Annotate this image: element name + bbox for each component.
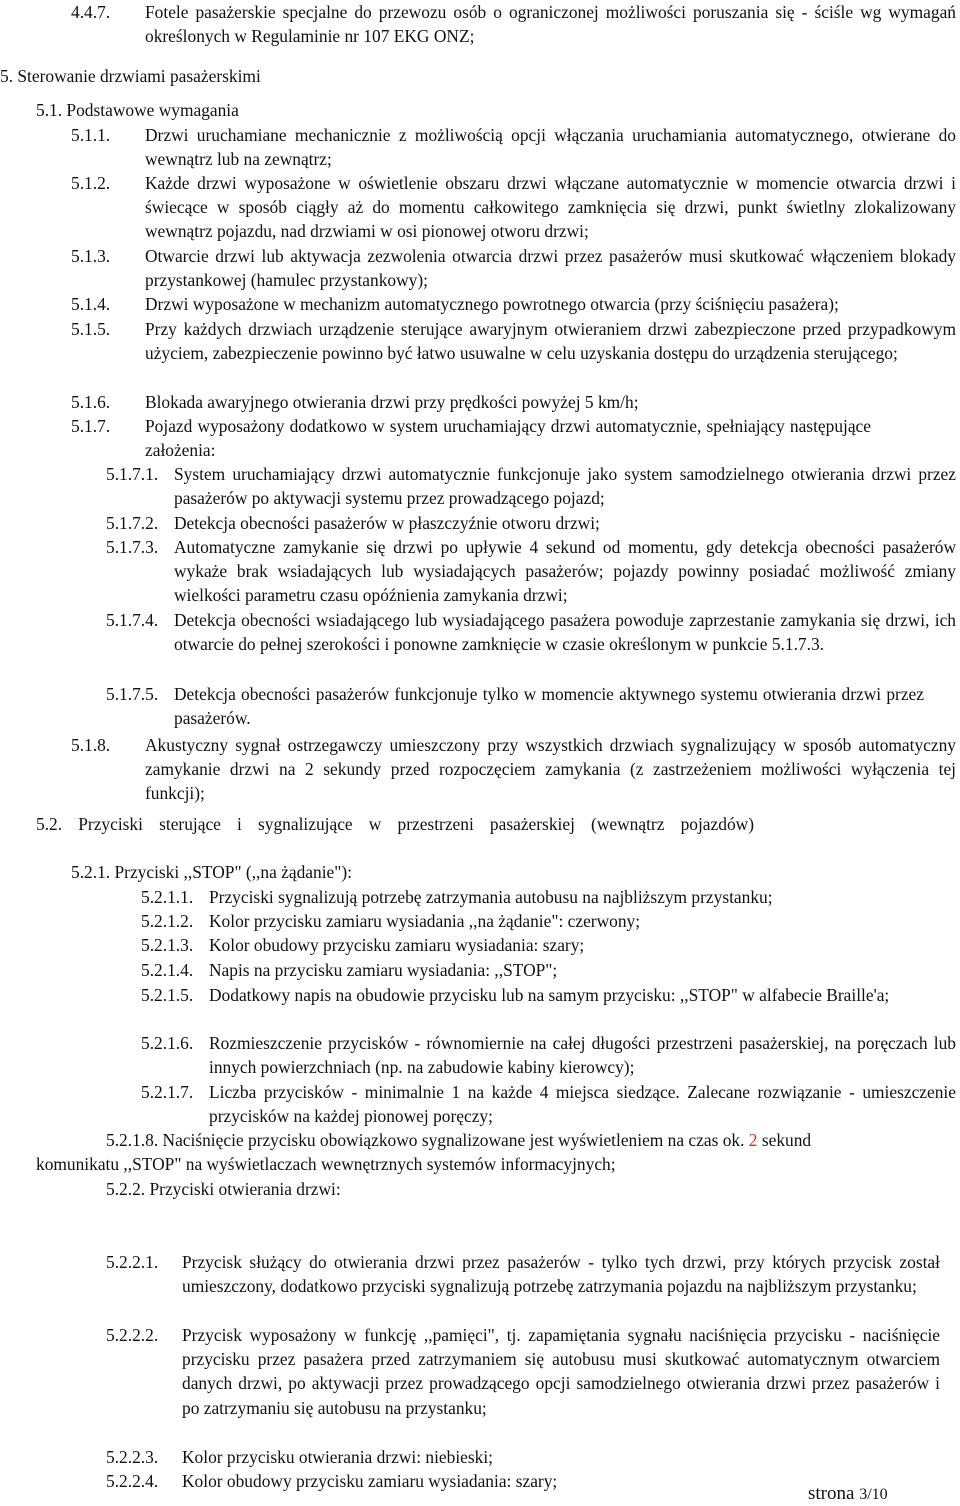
item-number: 5.1.7.5. (106, 684, 159, 704)
item-5-1-7-5 (106, 682, 924, 730)
item-number: 5.2.1.2. (141, 911, 194, 931)
item-number: 5.2.1.1. (141, 887, 194, 907)
item-text: Drzwi uruchamiane mechanicznie z możliwością opcji włączania uruchamiania automatycznego, otwierane do wewnątrz lub na zewnątrz; (145, 125, 956, 170)
item-number: 5.2.2.3. (106, 1447, 159, 1467)
item-number: 5.2.2.2. (106, 1325, 159, 1345)
item-5-2-1-8-line1 (106, 1128, 940, 1152)
item-number: 5.1.7. (71, 416, 111, 436)
item-5-2-1-3 (141, 933, 956, 957)
item-5-1-8 (71, 733, 956, 806)
item-5-2-2-1 (106, 1250, 940, 1298)
item-5-2-2-2 (106, 1323, 940, 1420)
item-5-2-1-6 (141, 1031, 956, 1079)
item-text: Przy każdych drzwiach urządzenie sterujące awaryjnym otwieraniem drzwi zabezpieczone przed przypadkowym użyciem, zabezpieczenie powinno być łatwo usuwalne w celu uzyskania dostępu do urządzenia sterującego; (145, 319, 956, 364)
item-number: 5.1.6. (71, 392, 111, 412)
item-5-1-5 (71, 317, 956, 365)
item-text: Liczba przycisków - minimalnie 1 na każde 4 miejsca siedzące. Zalecane rozwiązanie - umieszczenie przycisków na każdej pionowej poręczy; (209, 1082, 956, 1127)
section-heading-5-2-2: 5.2.2. Przyciski otwierania drzwi: (106, 1179, 341, 1199)
item-5-1-1 (71, 123, 956, 171)
item-text: Rozmieszczenie przycisków - równomiernie na całej długości przestrzeni pasażerskiej, na poręczach lub innych powierzchniach (np. na zabudowie kabiny kierowcy); (209, 1033, 956, 1078)
item-4-4-7 (71, 0, 956, 48)
item-number: 5.1.5. (71, 319, 111, 339)
page-label: strona (808, 1483, 855, 1504)
item-number: 5.1.3. (71, 246, 111, 266)
item-5-1-4 (71, 292, 956, 316)
item-number: 5.2.1.7. (141, 1082, 194, 1102)
item-text-cont: sekund (761, 1130, 812, 1150)
item-5-1-7 (71, 414, 871, 462)
item-5-2-1-5 (141, 983, 956, 1007)
item-text: Każde drzwi wyposażone w oświetlenie obszaru drzwi włączane automatycznie w momencie otwarcia drzwi i świecące w sposób ciągły aż do momentu całkowitego zamknięcia się drzwi, punkt świetlny zlokalizowany wewnątrz pojazdu, nad drzwiami w osi pionowej otworu drzwi; (145, 173, 956, 242)
item-5-2-1-2 (141, 909, 956, 933)
item-5-1-7-1 (106, 462, 956, 510)
item-number: 5.1.7.1. (106, 464, 159, 484)
item-5-1-3 (71, 244, 956, 292)
item-text: Napis na przycisku zamiaru wysiadania: ,,STOP"; (209, 960, 558, 980)
section-heading-text: 5.2. Przyciski sterujące i sygnalizujące w przestrzeni pasażerskiej (wewnątrz pojazdów) (36, 814, 754, 834)
item-text: Detekcja obecności wsiadającego lub wysiadającego pasażera powoduje zaprzestanie zamykania się drzwi, ich otwarcie do pełnej szerokości i ponowne zamknięcie w czasie określonym w punkcie 5.1.7.3. (174, 610, 956, 655)
item-text: Kolor przycisku otwierania drzwi: niebieski; (182, 1447, 494, 1467)
item-number: 5.1.2. (71, 173, 111, 193)
item-text: Detekcja obecności pasażerów funkcjonuje tylko w momencie aktywnego systemu otwierania drzwi przez pasażerów. (174, 684, 924, 729)
item-text: Kolor obudowy przycisku zamiaru wysiadania: szary; (182, 1471, 558, 1491)
item-5-1-7-4 (106, 608, 956, 656)
item-number: 5.2.1.3. (141, 935, 194, 955)
item-number: 5.1.7.3. (106, 537, 159, 557)
item-text: Dodatkowy napis na obudowie przycisku lub na samym przycisku: ,,STOP" w alfabecie Braille'a; (209, 985, 890, 1005)
item-5-2-1-1 (141, 885, 956, 909)
item-text: Automatyczne zamykanie się drzwi po upływie 4 sekund od momentu, gdy detekcja obecności pasażerów wykaże brak wsiadających lub wysiadających pasażerów; pojazdy powinny posiadać możliwość zmiany wielkości parametru czasu opóźnienia zamykania drzwi; (174, 537, 956, 606)
item-number: 5.1.7.2. (106, 513, 159, 533)
item-5-2-2-4 (106, 1469, 806, 1493)
item-number: 5.1.8. (71, 735, 111, 755)
item-5-1-7-3 (106, 535, 956, 608)
section-heading-5: 5. Sterowanie drzwiami pasażerskimi (0, 66, 261, 86)
item-number: 5.1.4. (71, 294, 111, 314)
item-text: Przycisk wyposażony w funkcję ,,pamięci", tj. zapamiętania sygnału naciśnięcia przycisku - naciśnięcie przycisku przez pasażera przed zatrzymaniem się autobusu musi skutkować automatycznym otwarciem danych drzwi, po aktywacji przez prowadzącego opcji samodzielnego otwierania drzwi przez pasażerów i po zatrzymaniu się autobusu na przystanku; (182, 1325, 940, 1418)
item-number: 5.1.1. (71, 125, 111, 145)
item-text: Otwarcie drzwi lub aktywacja zezwolenia otwarcia drzwi przez pasażerów musi skutkować włączeniem blokady przystankowej (hamulec przystankowy); (145, 246, 956, 291)
item-number: 5.2.1.4. (141, 960, 194, 980)
item-text: 5.2.1.8. Naciśnięcie przycisku obowiązkowo sygnalizowane jest wyświetleniem na czas ok. (106, 1130, 745, 1150)
section-heading-5-2 (36, 812, 754, 836)
section-heading-5-2-1: 5.2.1. Przyciski ,,STOP" (,,na żądanie"): (71, 862, 352, 882)
item-number: 5.1.7.4. (106, 610, 159, 630)
item-text: Detekcja obecności pasażerów w płaszczyźnie otworu drzwi; (174, 513, 600, 533)
page-footer (808, 1483, 888, 1506)
item-number: 5.2.1.6. (141, 1033, 194, 1053)
item-text: Fotele pasażerskie specjalne do przewozu osób o ograniczonej możliwości poruszania się - ściśle wg wymagań określonych w Regulaminie nr 107 EKG ONZ; (145, 2, 956, 47)
section-heading-5-1: 5.1. Podstawowe wymagania (36, 100, 239, 120)
item-5-2-2-3 (106, 1445, 940, 1469)
item-text: Kolor przycisku zamiaru wysiadania ,,na żądanie": czerwony; (209, 911, 641, 931)
item-number: 5.2.2.1. (106, 1252, 159, 1272)
item-number: 5.2.1.5. (141, 985, 194, 1005)
highlighted-value: 2 (748, 1130, 758, 1150)
item-5-2-1-7 (141, 1080, 956, 1128)
item-text: Kolor obudowy przycisku zamiaru wysiadania: szary; (209, 935, 585, 955)
item-text: Przycisk służący do otwierania drzwi przez pasażerów - tylko tych drzwi, przy których przycisk został umieszczony, dodatkowo przyciski sygnalizują potrzebę zatrzymania pojazdu na najbliższym przystanku; (182, 1252, 940, 1297)
item-text: Pojazd wyposażony dodatkowo w system uruchamiający drzwi automatycznie, spełniający następujące założenia: (145, 416, 871, 461)
item-text: Drzwi wyposażone w mechanizm automatycznego powrotnego otwarcia (przy ściśnięciu pasażera); (145, 294, 839, 314)
item-text: Blokada awaryjnego otwierania drzwi przy prędkości powyżej 5 km/h; (145, 392, 639, 412)
item-5-1-2 (71, 171, 956, 244)
item-number: 5.2.2.4. (106, 1471, 159, 1491)
item-text: System uruchamiający drzwi automatycznie funkcjonuje jako system samodzielnego otwierania drzwi przez pasażerów po aktywacji systemu przez prowadzącego pojazd; (174, 464, 956, 509)
item-5-1-7-2 (106, 511, 956, 535)
item-5-1-6 (71, 390, 956, 414)
item-5-2-1-8-line2: komunikatu ,,STOP" na wyświetlaczach wewnętrznych systemów informacyjnych; (36, 1154, 616, 1174)
item-text: Przyciski sygnalizują potrzebę zatrzymania autobusu na najbliższym przystanku; (209, 887, 773, 907)
item-text: Akustyczny sygnał ostrzegawczy umieszczony przy wszystkich drzwiach sygnalizujący w sposób automatyczny zamykanie drzwi na 2 sekundy przed rozpoczęciem zamykania (z zastrzeżeniem możliwości wyłączenia tej funkcji); (145, 735, 956, 804)
page-number: 3/10 (859, 1486, 888, 1503)
item-5-2-1-4 (141, 958, 956, 982)
item-number: 4.4.7. (71, 2, 111, 22)
